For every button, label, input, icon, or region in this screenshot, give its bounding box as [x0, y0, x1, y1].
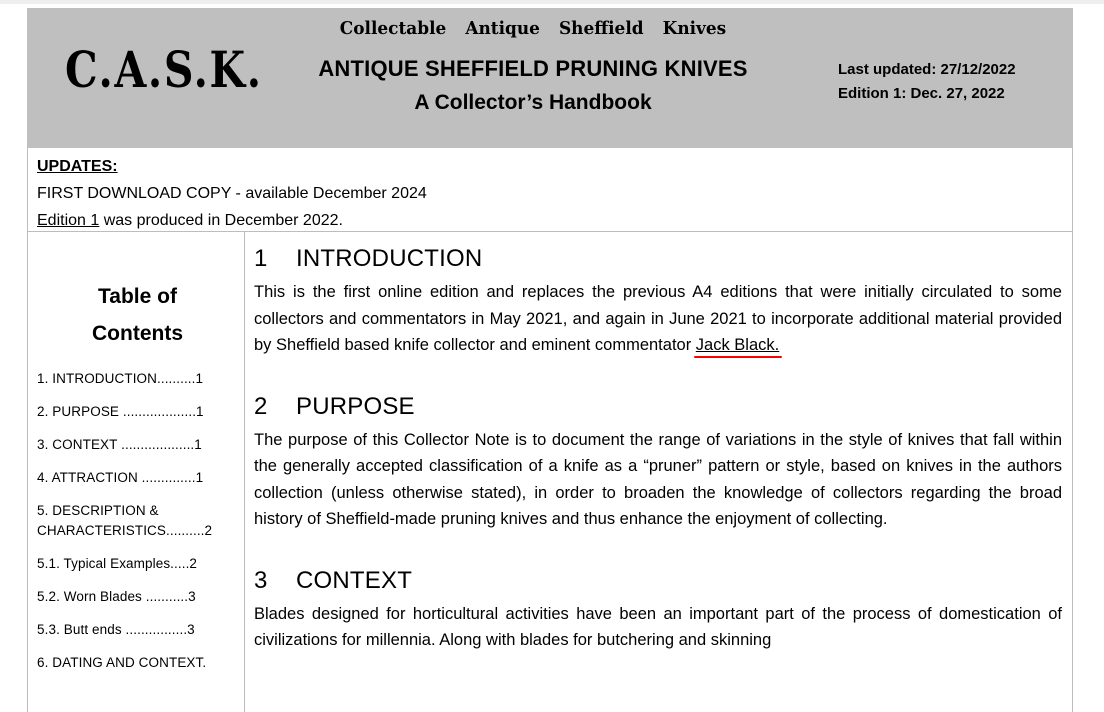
last-updated-text: Last updated: 27/12/2022 [838, 61, 1016, 78]
toc-item-introduction[interactable]: 1. INTRODUCTION..........1 [37, 371, 204, 386]
document-title: ANTIQUE SHEFFIELD PRUNING KNIVES [318, 56, 748, 81]
section-introduction [254, 245, 1062, 359]
spellcheck-marked-text: Jack Black. [695, 336, 780, 354]
updates-section [27, 148, 1073, 232]
section-heading [254, 567, 1062, 595]
toc-item-butt-ends[interactable]: 5.3. Butt ends ................3 [37, 622, 195, 637]
table-of-contents [28, 232, 245, 712]
document-body [27, 232, 1073, 712]
toc-list [37, 369, 238, 673]
toc-title [37, 278, 238, 352]
section-title: CONTEXT [296, 566, 413, 594]
section-number: 3 [254, 566, 268, 594]
toc-item-worn-blades[interactable]: 5.2. Worn Blades ...........3 [37, 589, 196, 604]
section-title: INTRODUCTION [296, 245, 483, 272]
toc-title-line-1: Table of [98, 285, 177, 308]
section-context [254, 567, 1062, 654]
edition-underlined-text: Edition 1 [37, 212, 100, 229]
toc-item-purpose[interactable]: 2. PURPOSE ...................1 [37, 404, 204, 419]
main-content [245, 232, 1072, 712]
toc-item-description-characteristics[interactable]: 5. DESCRIPTION & CHARACTERISTICS..........2 [37, 503, 213, 538]
section-paragraph: The purpose of this Collector Note is to document the range of variations in the style of knives that fall within the generally accepted classification of a knife as a “pruner” pattern or style, based on knives in the authors collection (unless otherwise stated), in order to broaden the knowledge of collectors regarding the broad history of Sheffield-made pruning knives and thus enhance the enjoyment of collecting. [254, 430, 1062, 528]
updates-line-2 [37, 207, 1064, 234]
section-number: 1 [254, 245, 268, 272]
toc-title-line-2: Contents [92, 322, 183, 345]
header-title-block [253, 8, 813, 115]
edition-text: Edition 1: Dec. 27, 2022 [838, 85, 1005, 102]
updates-line-1: FIRST DOWNLOAD COPY - available December 2024 [37, 185, 427, 202]
section-purpose [254, 393, 1062, 533]
updates-line-2-rest: was produced in December 2022. [99, 212, 343, 229]
toc-item-context[interactable]: 3. CONTEXT ...................1 [37, 437, 202, 452]
header-meta-block [838, 58, 1016, 106]
document-page [27, 8, 1073, 712]
section-paragraph: Blades designed for horticultural activities have been an important part of the process of domestication of civilizations for millennia. Along with blades for butchering and skinning [254, 604, 1062, 649]
section-number: 2 [254, 392, 268, 420]
cask-logo: C.A.S.K. [65, 40, 263, 99]
intro-text: This is the first online edition and replaces the previous A4 editions that were initially circulated to some collectors and commentators in May 2021, and again in June 2021 to incorporate additional material provided by Sheffield based knife collector and eminent commentator [254, 283, 1062, 354]
window-top-strip [0, 0, 1104, 4]
header-tagline: Collectable Antique Sheffield Knives [339, 18, 727, 39]
toc-item-attraction[interactable]: 4. ATTRACTION ..............1 [37, 470, 204, 485]
updates-heading: UPDATES: [37, 158, 118, 175]
section-heading [254, 245, 1062, 273]
toc-item-typical-examples[interactable]: 5.1. Typical Examples.....2 [37, 556, 198, 571]
section-title: PURPOSE [296, 392, 415, 420]
section-paragraph [254, 279, 1062, 359]
section-heading [254, 393, 1062, 421]
toc-item-dating-and-context[interactable]: 6. DATING AND CONTEXT. [37, 655, 207, 670]
document-header [27, 8, 1073, 148]
document-subtitle: A Collector’s Handbook [414, 91, 652, 114]
